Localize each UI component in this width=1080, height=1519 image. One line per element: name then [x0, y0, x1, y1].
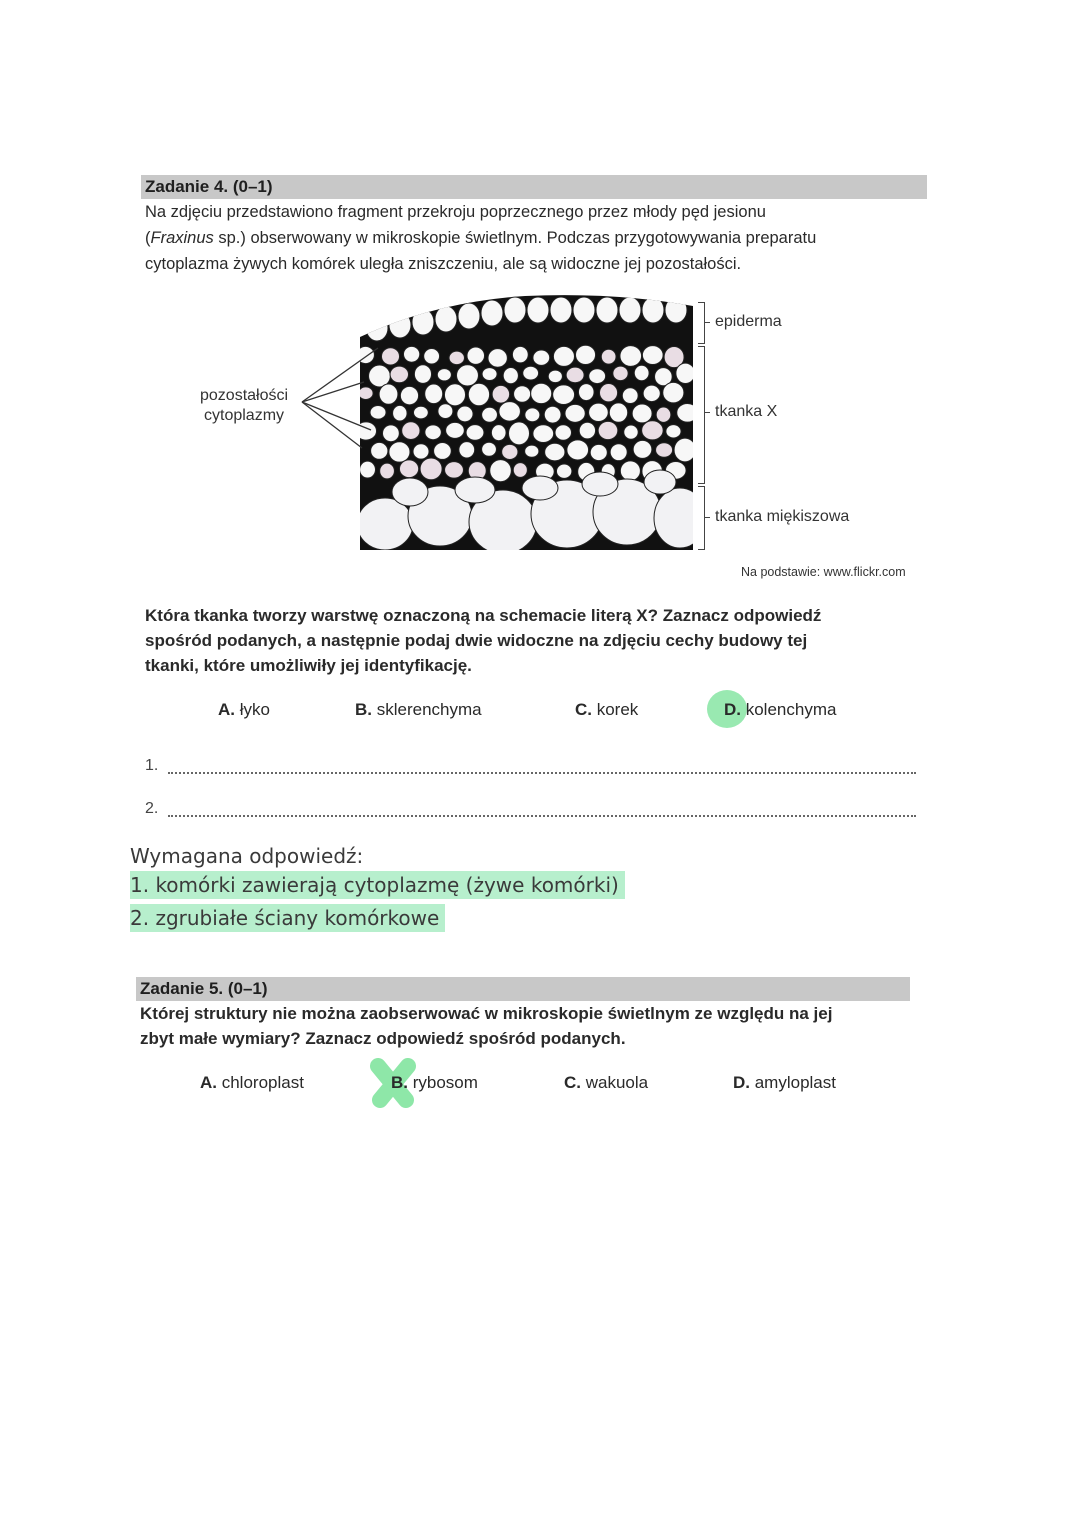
micrograph-cell: [590, 444, 607, 460]
micrograph-cell: [459, 442, 475, 458]
micrograph-cell: [556, 464, 571, 478]
micrograph-cell: [438, 404, 453, 419]
micrograph-cell: [488, 349, 507, 368]
micrograph-cell: [676, 363, 695, 383]
micrograph-cell: [482, 442, 497, 456]
micrograph-cell: [666, 425, 681, 438]
task5-option-a[interactable]: A. chloroplast: [200, 1073, 304, 1092]
micrograph-cell: [601, 349, 616, 364]
micrograph-cell: [522, 476, 558, 500]
micrograph-cell: [634, 365, 649, 380]
micrograph-cell: [610, 444, 627, 461]
micrograph-cell: [599, 384, 617, 402]
micrograph-cell: [509, 422, 530, 445]
micrograph-cell: [504, 297, 526, 323]
micrograph-cell: [425, 384, 443, 404]
micrograph-cell: [445, 462, 464, 478]
micrograph-cell: [414, 365, 431, 384]
micrograph-cell: [656, 443, 673, 458]
micrograph-cell: [643, 385, 660, 401]
micrograph-cell: [527, 297, 549, 323]
micrograph-cell: [412, 309, 434, 335]
micrograph-cell: [482, 407, 498, 422]
micrograph-cell: [499, 402, 521, 421]
tkanka-x-label: tkanka X: [715, 403, 778, 420]
micrograph-cell: [548, 370, 562, 383]
micrograph-cell: [644, 470, 676, 494]
micrograph-cell: [633, 440, 652, 458]
micrograph-cell: [392, 478, 428, 506]
micrograph-cell: [468, 383, 489, 406]
micrograph-cell: [553, 385, 575, 405]
task5-option-b[interactable]: B. rybosom: [391, 1073, 478, 1092]
micrograph-cell: [466, 425, 484, 441]
micrograph-cell: [457, 406, 473, 422]
micrograph-cell: [573, 297, 595, 323]
micrograph-cell: [446, 422, 465, 438]
species-name: Fraxinus: [150, 229, 214, 247]
task4-option-d[interactable]: D. kolenchyma: [724, 700, 837, 719]
micrograph-cell: [567, 440, 589, 460]
answer-line-1-number: 1.: [145, 757, 159, 774]
micrograph-cell: [620, 346, 642, 367]
bracket-miekisz: [698, 486, 705, 550]
micrograph-cell: [512, 346, 528, 363]
micrograph-cell: [544, 406, 561, 423]
figure-source: Na podstawie: www.flickr.com: [741, 565, 906, 579]
micrograph-cell: [434, 443, 452, 460]
micrograph-cell: [565, 404, 585, 422]
micrograph-cell: [435, 306, 457, 332]
label-pointer-lines: [296, 330, 406, 480]
micrograph-cell: [545, 443, 565, 461]
required-answer-1: 1. komórki zawierają cytoplazmę (żywe komórki): [130, 873, 625, 897]
micrograph-cell: [663, 382, 684, 403]
micrograph-cell: [589, 403, 609, 421]
micrograph-cell: [413, 444, 429, 459]
micrograph-cell: [467, 347, 485, 364]
micrograph-cell: [622, 388, 638, 404]
task4-intro-line2: (Fraxinus sp.) obserwowany w mikroskopie świetlnym. Podczas przygotowywania preparatu: [145, 229, 817, 247]
task4-intro: [145, 199, 945, 277]
task5-option-d[interactable]: D. amyloplast: [733, 1073, 836, 1092]
micrograph-cell: [482, 368, 497, 381]
answer-line-2[interactable]: [168, 815, 916, 817]
micrograph-cell: [550, 297, 572, 323]
micrograph-cell: [555, 425, 571, 441]
micrograph-cell: [632, 404, 652, 423]
epiderma-label: epiderma: [715, 313, 782, 330]
micrograph-cell: [502, 444, 518, 459]
micrograph-cell: [525, 445, 539, 457]
micrograph-cell: [642, 297, 664, 323]
micrograph-cell: [513, 463, 527, 478]
micrograph-cell: [677, 403, 695, 422]
micrograph-cell: [582, 472, 618, 496]
required-answer-2: 2. zgrubiałe ściany komórkowe: [130, 906, 445, 930]
micrograph-cell: [596, 297, 618, 323]
micrograph-cell: [514, 386, 531, 402]
task5-question: Której struktury nie można zaobserwować w mikroskopie świetlnym ze względu na jej zbyt małe wymiary? Zaznacz odpowiedź spośród podanych.: [140, 1004, 833, 1048]
micrograph-cell: [492, 385, 510, 403]
micrograph-cell: [458, 303, 480, 329]
micrograph-cell: [413, 406, 428, 419]
bracket-tkanka-x: [698, 346, 705, 484]
micrograph-cell: [609, 403, 627, 422]
task4-question: Która tkanka tworzy warstwę oznaczoną na schemacie literą X? Zaznacz odpowiedź spośród podanych, a następnie podaj dwie widoczne na zdjęciu cechy budowy tej tkanki, które umożliwiły jej identyfikację.: [145, 606, 822, 675]
task5-title: Zadanie 5. (0–1): [140, 979, 268, 998]
micrograph-cell: [656, 407, 671, 422]
micrograph-cell: [613, 366, 628, 381]
micrograph-cell: [665, 297, 687, 323]
micrograph-cell: [620, 461, 640, 481]
micrograph-cell: [424, 349, 440, 364]
tkanka-miekiszowa-label: tkanka miękiszowa: [715, 508, 850, 525]
micrograph-cell: [531, 383, 552, 403]
micrograph-cell: [525, 408, 540, 422]
micrograph-cell: [674, 438, 695, 462]
task4-intro-line3: cytoplazma żywych komórek uległa zniszczeniu, ale są widoczne jej pozostałości.: [145, 255, 742, 273]
micrograph-cell: [533, 425, 554, 443]
micrograph-cell: [490, 460, 512, 482]
micrograph-cell: [491, 425, 506, 441]
micrograph-cell: [598, 421, 618, 439]
bracket-epiderma: [698, 302, 705, 344]
micrograph-cell: [437, 369, 451, 381]
micrograph-cell: [444, 384, 465, 406]
answer-line-2-number: 2.: [145, 800, 159, 817]
micrograph-cell: [566, 367, 584, 383]
micrograph-cell: [523, 366, 539, 380]
micrograph-cell: [642, 421, 664, 440]
micrograph-cell: [576, 345, 596, 364]
micrograph-cell: [425, 425, 441, 440]
cytoplasm-remnants-label: pozostałości cytoplazmy: [200, 387, 289, 424]
task4-intro-line1: Na zdjęciu przedstawiono fragment przekroju poprzecznego przez młody pęd jesionu: [145, 203, 766, 221]
micrograph-cell: [619, 297, 641, 323]
required-answer-heading: Wymagana odpowiedź:: [130, 844, 364, 868]
micrograph-cell: [481, 300, 503, 326]
micrograph-cell: [455, 477, 495, 503]
task5-option-c[interactable]: C. wakuola: [564, 1073, 649, 1092]
micrograph-cell: [589, 369, 606, 384]
task4-option-a[interactable]: A. łyko: [218, 700, 270, 719]
task4-option-b[interactable]: B. sklerenchyma: [355, 700, 482, 719]
task4-title: Zadanie 4. (0–1): [145, 177, 273, 196]
micrograph-cell: [642, 346, 663, 365]
answer-line-1[interactable]: [168, 772, 916, 774]
micrograph-cell: [624, 425, 638, 439]
task4-option-c[interactable]: C. korek: [575, 700, 639, 719]
micrograph-cell: [533, 350, 550, 365]
micrograph-cell: [579, 422, 595, 439]
micrograph-cell: [578, 384, 594, 401]
micrograph-cell: [420, 458, 442, 480]
micrograph-cell: [553, 346, 574, 366]
micrograph-figure: [355, 292, 695, 552]
micrograph-cell: [449, 351, 464, 365]
micrograph-cell: [503, 368, 518, 384]
micrograph-cell: [457, 365, 479, 386]
